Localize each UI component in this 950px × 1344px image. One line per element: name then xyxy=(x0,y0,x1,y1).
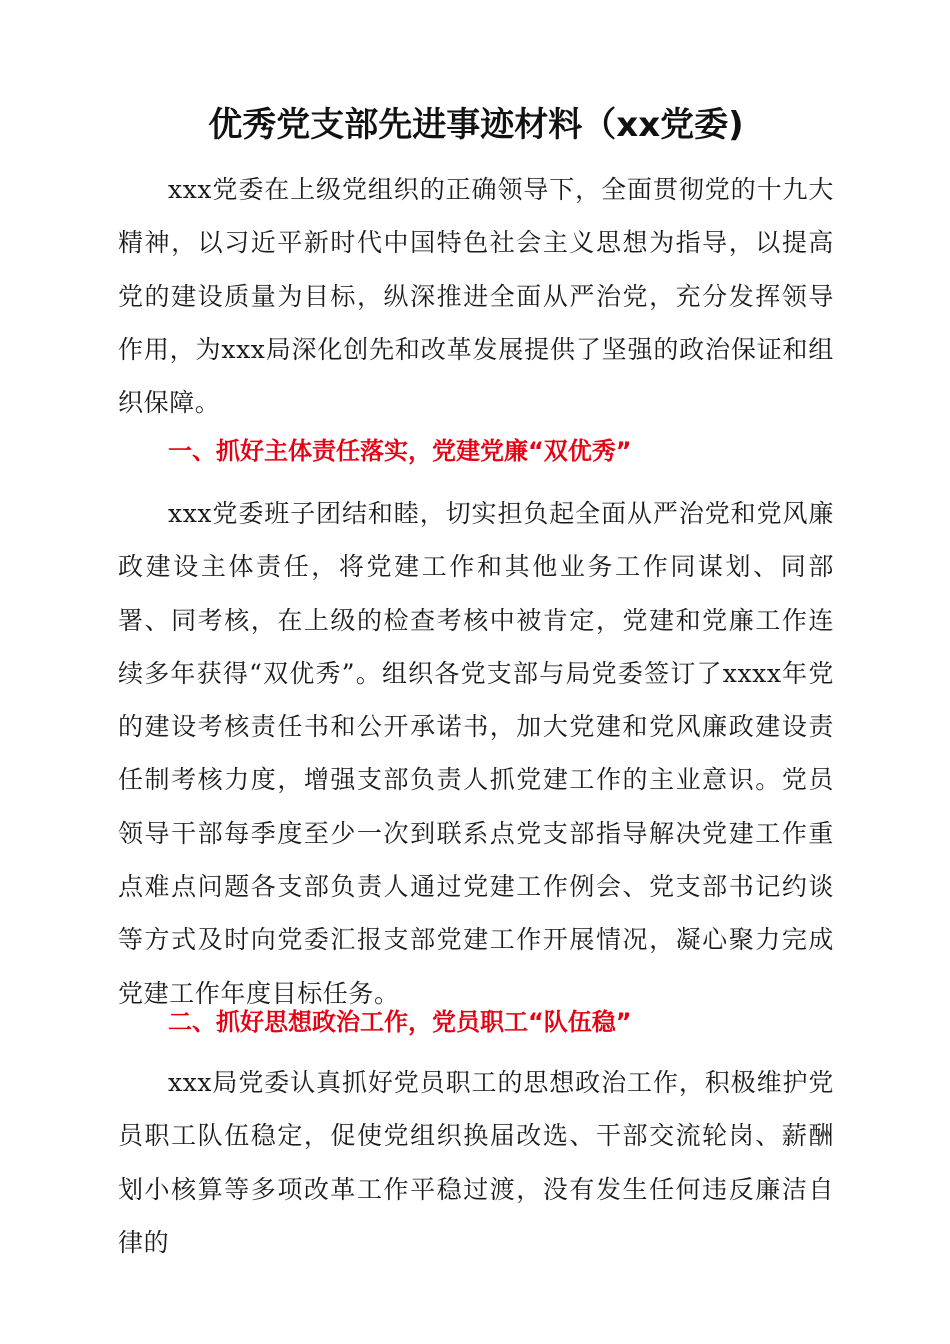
section-1-heading: 一、抓好主体责任落实，党建党廉“双优秀” xyxy=(168,437,632,465)
section-1-body: xxx党委班子团结和睦，切实担负起全面从严治党和党风廉政建设主体责任，将党建工作和其他业务工作同谋划、同部署、同考核，在上级的检查考核中被肯定，党建和党廉工作连续多年获得“双优秀”。组织各党支部与局党委签订了xxxx年党的建设考核责任书和公开承诺书，加大党建和党风廉政建设责任制考核力度，增强支部负责人抓党建工作的主业意识。党员领导干部每季度至少一次到联系点党支部指导解决党建工作重点难点问题各支部负责人通过党建工作例会、党支部书记约谈等方式及时向党委汇报支部党建工作开展情况，凝心聚力完成党建工作年度目标任务。 xyxy=(118,499,834,1008)
section-2-heading: 二、抓好思想政治工作，党员职工“队伍稳” xyxy=(168,1008,632,1036)
section-2-body: xxx局党委认真抓好党员职工的思想政治工作，积极维护党员职工队伍稳定，促使党组织换届改选、干部交流轮岗、薪酬划小核算等多项改革工作平稳过渡，没有发生任何违反廉洁自律的 xyxy=(118,1068,834,1257)
document-title: 优秀党支部先进事迹材料（xx党委) xyxy=(208,105,744,145)
intro-paragraph: xxx党委在上级党组织的正确领导下，全面贯彻党的十九大精神，以习近平新时代中国特色社会主义思想为指导，以提高党的建设质量为目标，纵深推进全面从严治党，充分发挥领导作用，为xxx局深化创先和改革发展提供了坚强的政治保证和组织保障。 xyxy=(118,175,834,418)
